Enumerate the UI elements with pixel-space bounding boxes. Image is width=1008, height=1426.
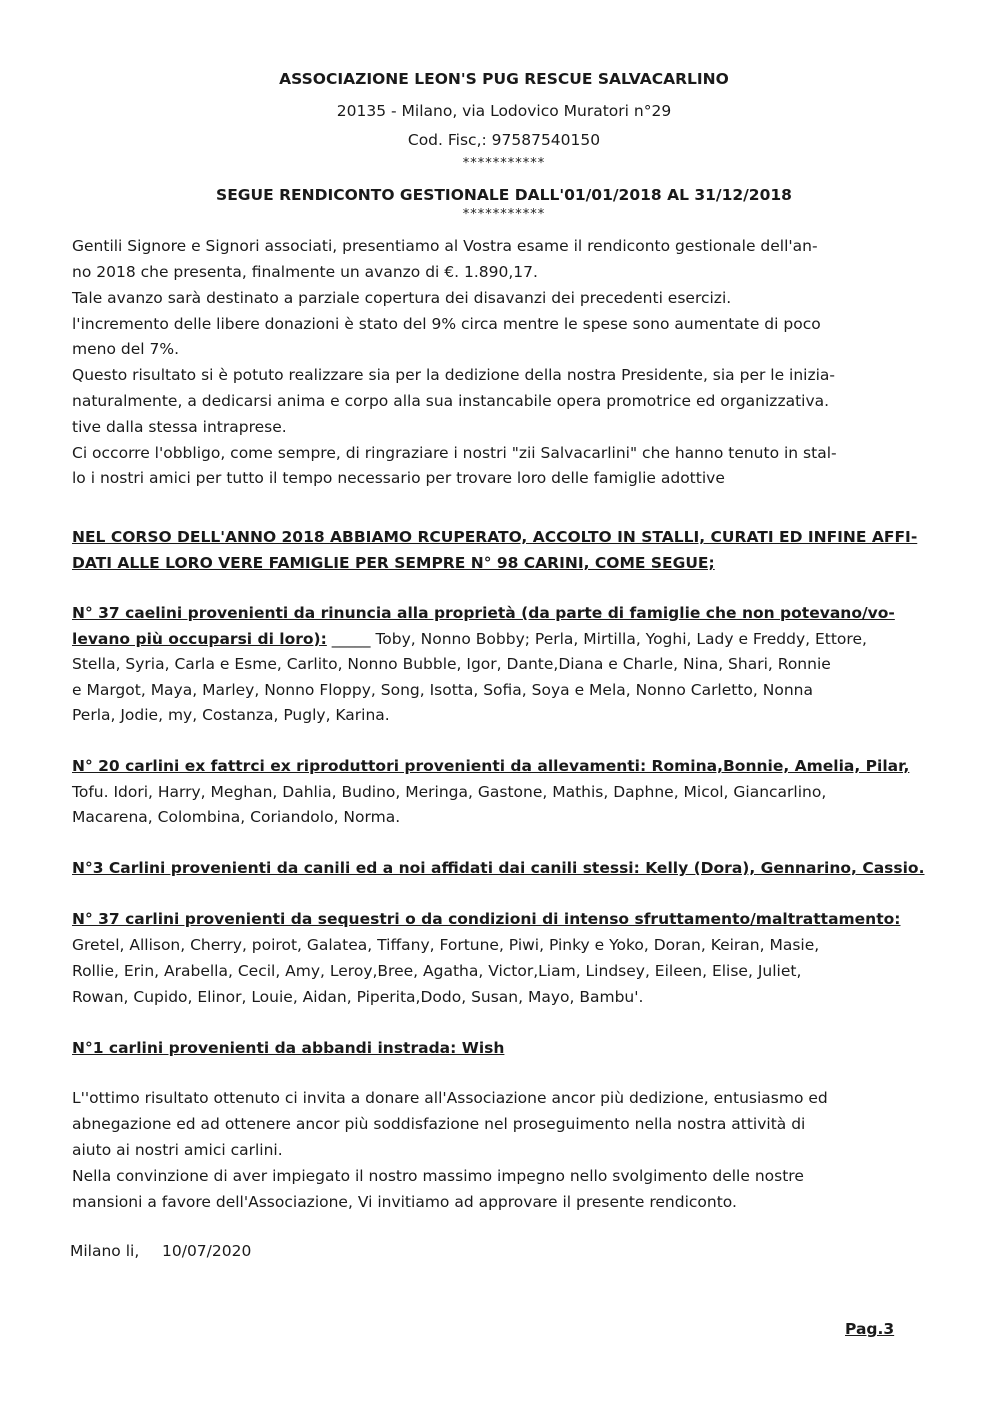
group-names: Rollie, Erin, Arabella, Cecil, Amy, Leroy,Bree, Agatha, Victor,Liam, Lindsey, Eileen, Elise, Juliet, [72,962,802,980]
intro-line: l'incremento delle libere donazioni è stato del 9% circa mentre le spese sono aumentate di poco [72,315,821,333]
group-heading: N° 37 carlini provenienti da sequestri o da condizioni di intenso sfruttamento/maltrattamento: [72,910,901,928]
closing-line: aiuto ai nostri amici carlini. [72,1141,283,1159]
summary-heading: NEL CORSO DELL'ANNO 2018 ABBIAMO RCUPERATO, ACCOLTO IN STALLI, CURATI ED INFINE AFFI- [72,528,918,546]
closing-line: mansioni a favore dell'Associazione, Vi invitiamo ad approvare il presente rendiconto. [72,1193,737,1211]
intro-line: Gentili Signore e Signori associati, presentiamo al Vostra esame il rendiconto gestionale dell'an- [72,237,818,255]
group-names: Toby, Nonno Bobby; Perla, Mirtilla, Yoghi, Lady e Freddy, Ettore, [375,630,867,648]
org-name: ASSOCIAZIONE LEON'S PUG RESCUE SALVACARLINO [279,70,729,88]
group-names-line [72,629,867,649]
intro-line: Tale avanzo sarà destinato a parziale copertura dei disavanzi dei precedenti esercizi. [72,289,732,307]
group-heading: N° 37 caelini provenienti da rinuncia alla proprietà (da parte di famiglie che non potevano/vo- [72,604,895,622]
group-names: Gretel, Allison, Cherry, poirot, Galatea, Tiffany, Fortune, Piwi, Pinky e Yoko, Doran, Keiran, Masie, [72,936,820,954]
closing-line: abnegazione ed ad ottenere ancor più soddisfazione nel proseguimento nella nostra attività di [72,1115,806,1133]
group-heading: levano più occuparsi di loro): [72,630,327,648]
group-heading: N°3 Carlini provenienti da canili ed a noi affidati dai canili stessi: Kelly (Dora), Gennarino, Cassio. [72,859,925,877]
intro-line: meno del 7%. [72,340,179,358]
separator-bottom: *********** [462,207,546,222]
group-names: Perla, Jodie, my, Costanza, Pugly, Karina. [72,706,390,724]
blank-line: _____ [331,630,371,648]
intro-line: naturalmente, a dedicarsi anima e corpo alla sua instancabile opera promotrice ed organizzativa. [72,392,830,410]
report-title: SEGUE RENDICONTO GESTIONALE DALL'01/01/2018 AL 31/12/2018 [216,186,792,204]
intro-line: Ci occorre l'obbligo, come sempre, di ringraziare i nostri "zii Salvacarlini" che hanno tenuto in stal- [72,444,837,462]
group-names: Rowan, Cupido, Elinor, Louie, Aidan, Piperita,Dodo, Susan, Mayo, Bambu'. [72,988,644,1006]
intro-line: no 2018 che presenta, finalmente un avanzo di €. 1.890,17. [72,263,538,281]
group-names: Macarena, Colombina, Coriandolo, Norma. [72,808,401,826]
page-number: Pag.3 [845,1320,895,1338]
org-address: 20135 - Milano, via Lodovico Muratori n°29 [336,102,672,120]
group-heading: N° 20 carlini ex fattrci ex riproduttori provenienti da allevamenti: Romina,Bonnie, Amelia, Pilar, [72,757,910,775]
signature-place: Milano li, [70,1242,140,1260]
tax-code: Cod. Fisc,: 97587540150 [407,131,601,149]
separator-top: *********** [462,156,546,171]
signature-date: 10/07/2020 [162,1242,252,1260]
group-names: Stella, Syria, Carla e Esme, Carlito, Nonno Bubble, Igor, Dante,Diana e Charle, Nina, Shari, Ronnie [72,655,831,673]
group-heading: N°1 carlini provenienti da abbandi instrada: Wish [72,1039,505,1057]
closing-line: L''ottimo risultato ottenuto ci invita a donare all'Associazione ancor più dedizione, entusiasmo ed [72,1089,828,1107]
intro-line: lo i nostri amici per tutto il tempo necessario per trovare loro delle famiglie adottive [72,469,725,487]
intro-line: Questo risultato si è potuto realizzare sia per la dedizione della nostra Presidente, sia per le inizia- [72,366,836,384]
intro-line: tive dalla stessa intraprese. [72,418,287,436]
group-names: e Margot, Maya, Marley, Nonno Floppy, Song, Isotta, Sofia, Soya e Mela, Nonno Carletto, Nonna [72,681,813,699]
closing-line: Nella convinzione di aver impiegato il nostro massimo impegno nello svolgimento delle nostre [72,1167,804,1185]
summary-heading: DATI ALLE LORO VERE FAMIGLIE PER SEMPRE N° 98 CARINI, COME SEGUE; [72,554,715,572]
group-names: Tofu. Idori, Harry, Meghan, Dahlia, Budino, Meringa, Gastone, Mathis, Daphne, Micol, Giancarlino, [72,783,827,801]
